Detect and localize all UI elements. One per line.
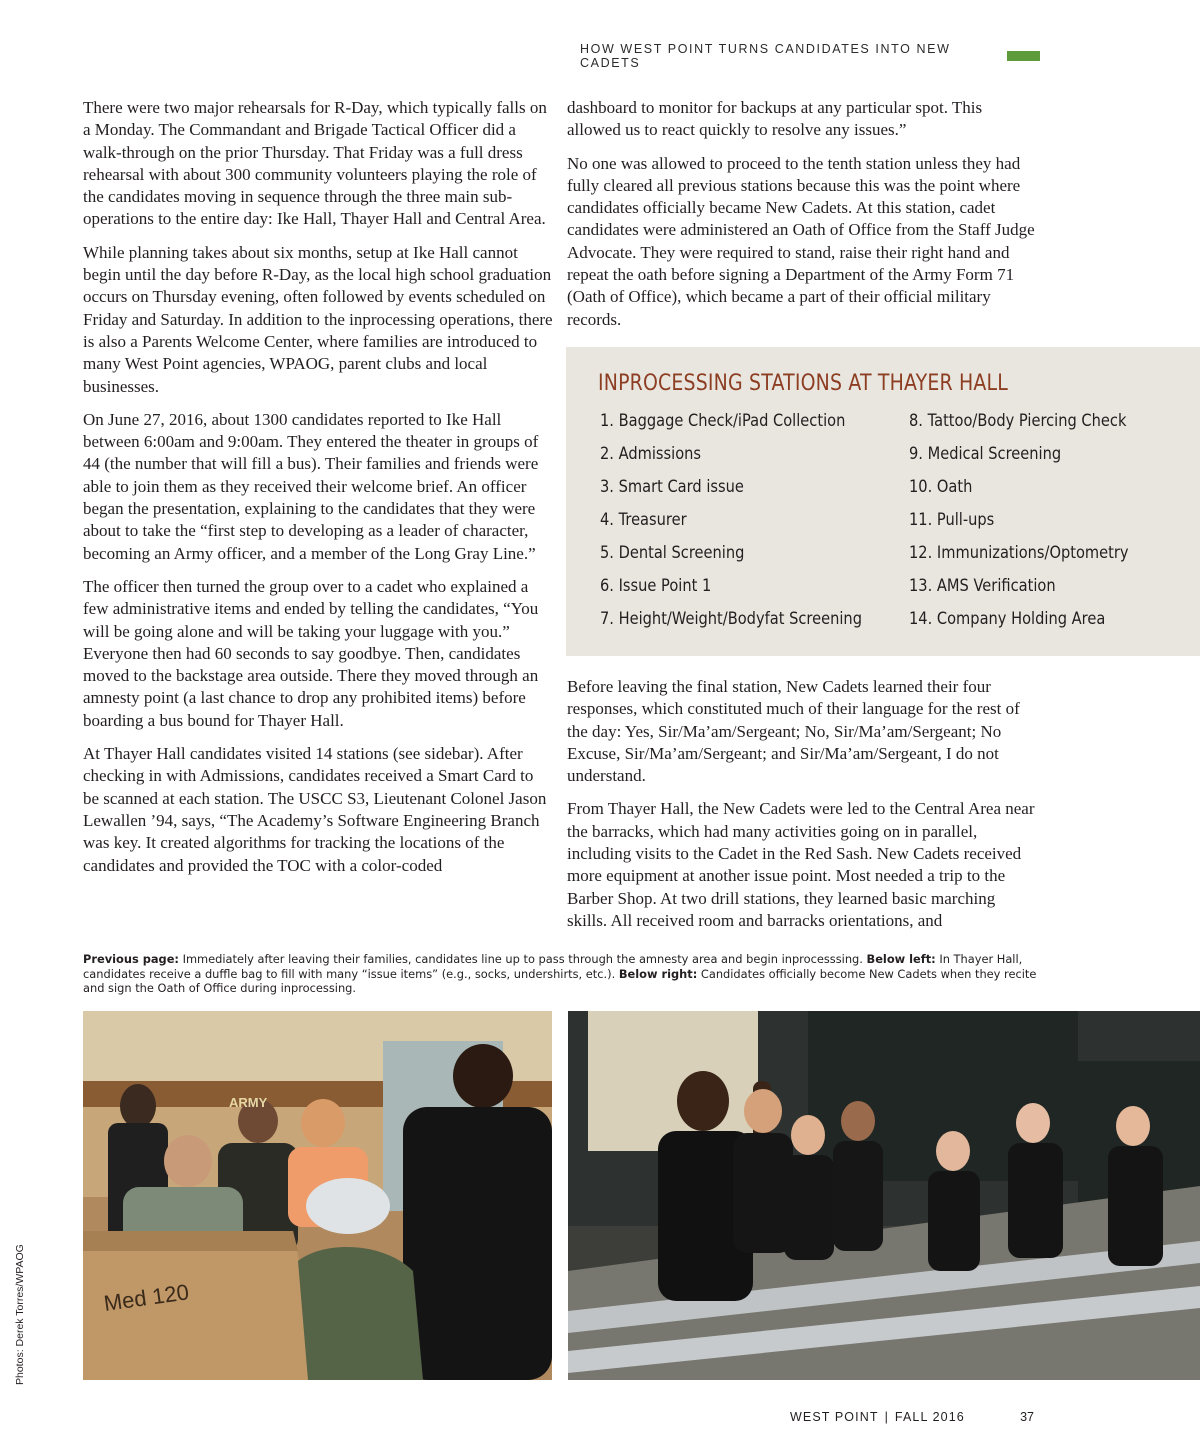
caption-text: In Thayer Hall, candidates receive a duffle bag to fill with many “issue items” (e.g., socks, undershirts, etc.). [83,952,1023,981]
paragraph: The officer then turned the group over to a cadet who explained a few administrative items and ended by telling the candidates, “You will be going alone and will be taking your luggage with you.” Everyone then had 60 seconds to say goodbye. Then, candidates moved to the backstage area outside. There they moved through an amnesty point (a last chance to drop any prohibited items) before boarding a bus bound for Thayer Hall. [83,576,539,730]
paragraph: At Thayer Hall candidates visited 14 stations (see sidebar). After checking in with Admissions, candidates received a Smart Card to be scanned at each station. The USCC S3, Lieutenant Colonel Jason Lewallen ’94, says, “The Academy’s Software Engineering Branch was key. It created algorithms for tracking the locations of the candidates and provided the TOC with a color-coded [83,744,547,875]
photo-caption [83,952,1043,996]
photo-duffle-bag-issue [83,1011,552,1380]
footer-separator: | [884,1410,889,1424]
paragraph: Before leaving the final station, New Cadets learned their four responses, which constituted much of their language for the rest of the day: Yes, Sir/Ma’am/Sergeant; No, Sir/Ma’am/Sergeant; No Excuse, Sir/Ma’am/Sergeant; and Sir/Ma’am/Sergeant, I do not understand. [567,677,1020,786]
station-item: 2. Admissions [600,444,702,464]
station-item: 7. Height/Weight/Bodyfat Screening [600,609,862,629]
station-item: 1. Baggage Check/iPad Collection [600,411,846,431]
caption-text: Candidates officially become New Cadets when they recite and sign the Oath of Office during inprocessing. [83,966,1037,995]
station-item: 4. Treasurer [600,510,687,530]
paragraph: There were two major rehearsals for R-Day, which typically falls on a Monday. The Commandant and Brigade Tactical Officer did a walk-through on the prior Thursday. That Friday was a full dress rehearsal with about 300 community volunteers playing the role of the candidates moving in sequence through the three main sub-operations to the entire day: Ike Hall, Thayer Hall and Central Area. [83,98,547,229]
station-item: 14. Company Holding Area [909,609,1106,629]
station-item: 6. Issue Point 1 [600,576,712,596]
right-column-bottom [567,676,1037,943]
station-item: 9. Medical Screening [909,444,1062,464]
running-head [580,42,1040,70]
station-item: 13. AMS Verification [909,576,1056,596]
caption-text: Immediately after leaving their families, candidates line up to pass through the amnesty area and begin inprocesssing. [178,952,867,966]
station-item: 12. Immunizations/Optometry [909,543,1129,563]
photo-oath-of-office [568,1011,1200,1380]
page-number: 37 [1020,1410,1034,1424]
station-item: 8. Tattoo/Body Piercing Check [909,411,1127,431]
paragraph: No one was allowed to proceed to the tenth station unless they had fully cleared all previous stations because this was the point where candidates officially became New Cadets. At this station, cadet candidates were administered an Oath of Office from the Staff Judge Advocate. They were required to stand, raise their right hand and repeat the oath before signing a Department of the Army Form 71 (Oath of Office), which became a part of their official military records. [567,153,1035,329]
section-accent-bar [1007,51,1040,61]
paragraph: While planning takes about six months, setup at Ike Hall cannot begin until the day before R-Day, as the local high school graduation occurs on Thursday evening, often followed by events scheduled on Friday and Saturday. In addition to the inprocessing operations, there is also a Parents Welcome Center, where families are introduced to many West Point agencies, WPAOG, parent clubs and local businesses. [83,242,553,396]
station-item: 11. Pull-ups [909,510,995,530]
caption-label: Below left: [866,952,936,966]
paragraph: On June 27, 2016, about 1300 candidates reported to Ike Hall between 6:00am and 9:00am. They entered the theater in groups of 44 (the number that will fill a bus). Their families and friends were able to join them as they received their welcome brief. An officer began the presentation, explaining to the candidates that they were about to take the “first step to developing as a leader of character, becoming an Army officer, and a member of the Long Gray Line.” [83,409,539,563]
right-column-top [567,97,1037,342]
photo-credit: Photos: Derek Torres/WPAOG [14,1244,26,1385]
photo-illustration [83,1011,552,1380]
station-item: 10. Oath [909,477,973,497]
page-footer [790,1410,1040,1426]
station-item: 5. Dental Screening [600,543,745,563]
publication-name: WEST POINT [790,1410,879,1424]
caption-label: Below right: [618,966,698,981]
box-label: Med 120 [102,1279,191,1316]
photo-illustration [568,1011,1200,1380]
running-title: HOW WEST POINT TURNS CANDIDATES INTO NEW CADETS [580,42,951,70]
cap-text: ARMY [229,1095,268,1110]
station-item: 3. Smart Card issue [600,477,744,497]
paragraph: dashboard to monitor for backups at any particular spot. This allowed us to react quickly to resolve any issues.” [567,98,983,140]
sidebar-title: INPROCESSING STATIONS AT THAYER HALL [598,371,1008,396]
inprocessing-sidebar [566,347,1200,656]
paragraph: From Thayer Hall, the New Cadets were led to the Central Area near the barracks, which had many activities going on in parallel, including visits to the Cadet in the Red Sash. New Cadets received more equipment at another issue point. Most needed a trip to the Barber Shop. At two drill stations, they learned basic marching skills. All received room and barracks orientations, and [567,799,1035,930]
caption-label: Previous page: [83,952,179,966]
issue-date: FALL 2016 [894,1410,965,1424]
left-column [83,97,553,888]
